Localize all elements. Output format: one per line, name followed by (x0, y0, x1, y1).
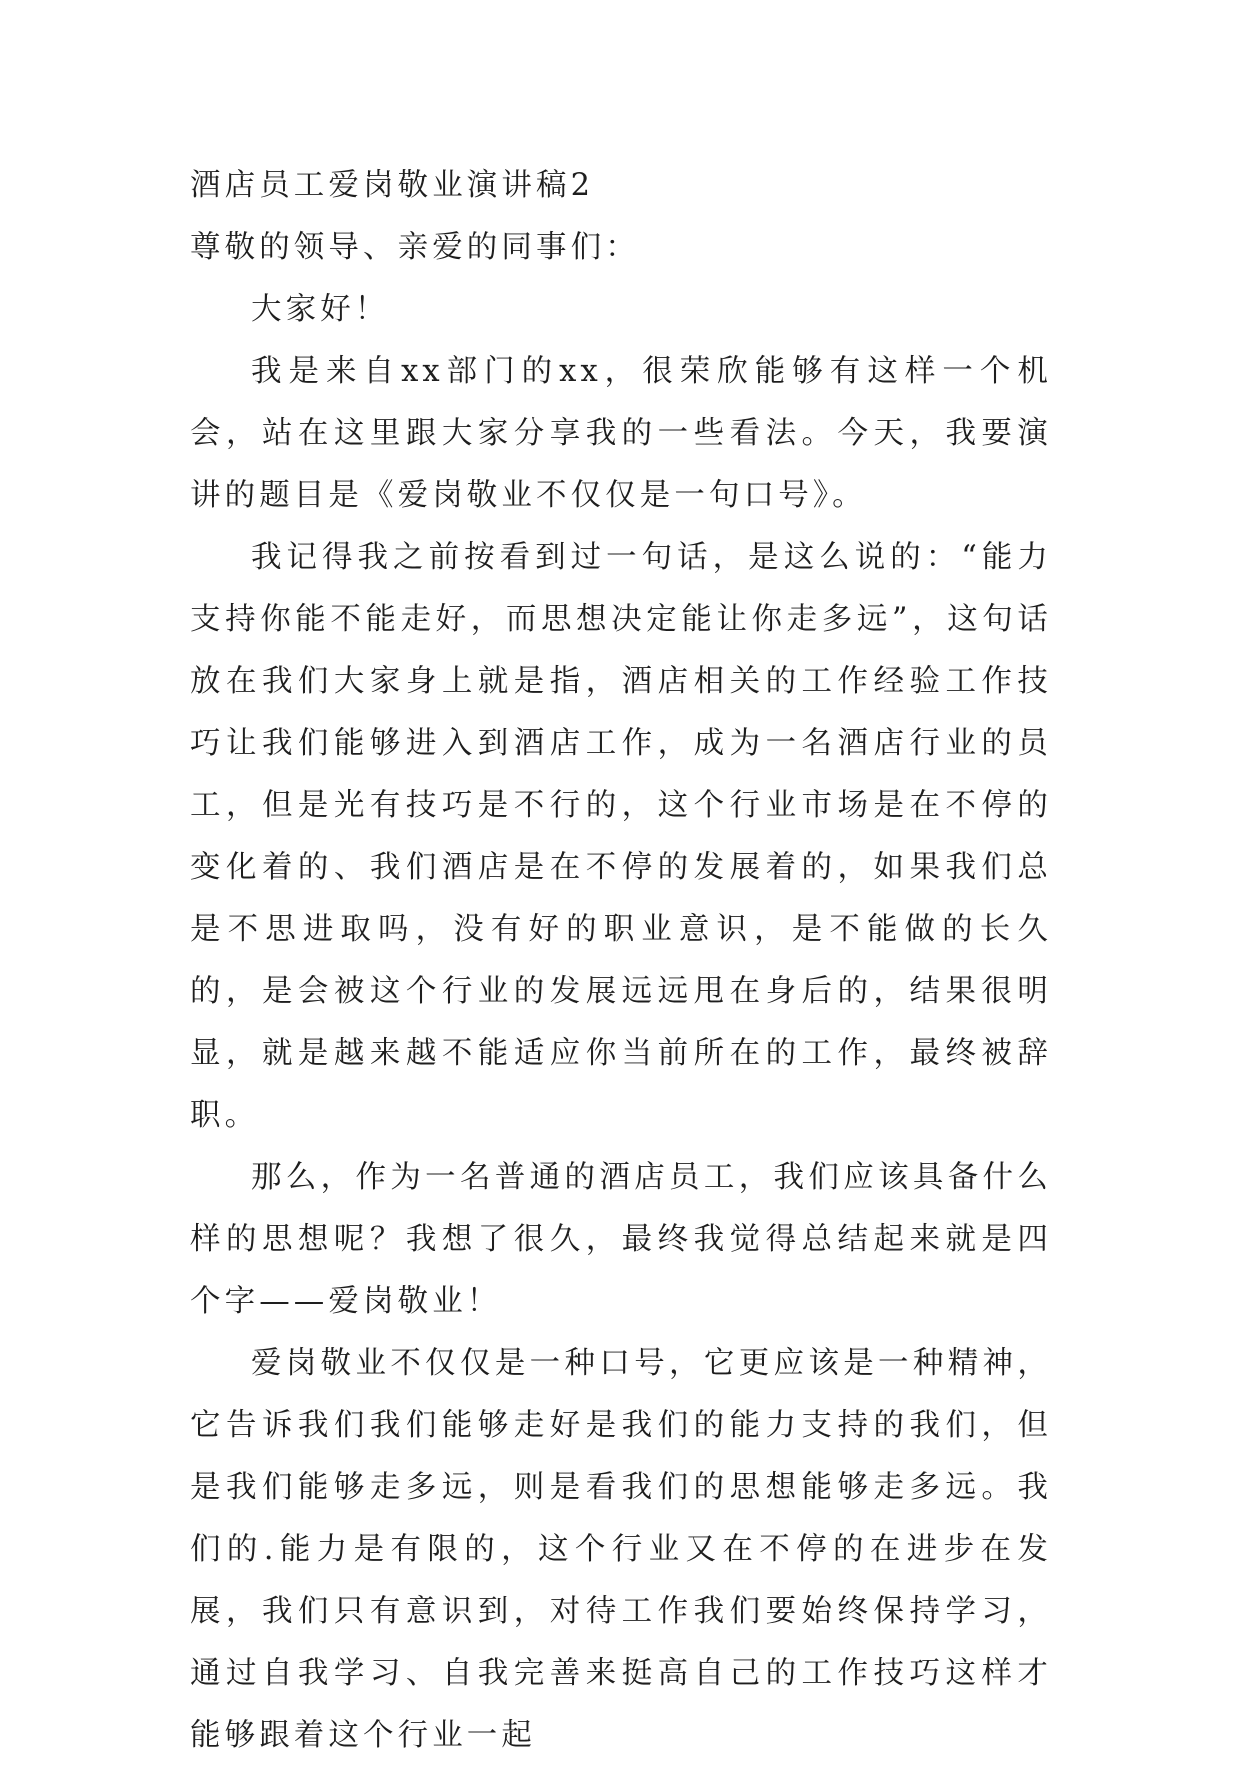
paragraph-greeting: 大家好！ (251, 292, 390, 327)
salutation: 尊敬的领导、亲爱的同事们： (190, 230, 640, 265)
paragraph-quote: 我记得我之前按看到过一句话，是这么说的：“能力支持你能不能走好，而思想决定能让你走多远”，这句话放在我们大家身上就是指，酒店相关的工作经验工作技巧让我们能够进入到酒店工作，成为一名酒店行业的员工，但是光有技巧是不行的，这个行业市场是在不停的变化着的、我们酒店是在不停的发展着的，如果我们总是不思进取吗，没有好的职业意识，是不能做的长久的，是会被这个行业的发展远远甩在身后的，结果很明显，就是越来越不能适应你当前所在的工作，最终被辞职。 (190, 540, 1052, 1133)
paragraph-dedication: 爱岗敬业不仅仅是一种口号，它更应该是一种精神，它告诉我们我们能够走好是我们的能力支持的我们，但是我们能够走多远，则是看我们的思想能够走多远。我们的.能力是有限的，这个行业又在不停的在进步在发展，我们只有意识到，对待工作我们要始终保持学习，通过自我学习、自我完善来挺高自己的工作技巧这样才能够跟着这个行业一起 (190, 1346, 1052, 1753)
document-body (190, 155, 1052, 1767)
document-title: 酒店员工爱岗敬业演讲稿2 (190, 168, 595, 203)
paragraph-introduction: 我是来自xx部门的xx，很荣欣能够有这样一个机会，站在这里跟大家分享我的一些看法。今天，我要演讲的题目是《爱岗敬业不仅仅是一句口号》。 (190, 354, 1052, 513)
paragraph-question: 那么，作为一名普通的酒店员工，我们应该具备什么样的思想呢？我想了很久，最终我觉得总结起来就是四个字——爱岗敬业！ (190, 1160, 1052, 1319)
